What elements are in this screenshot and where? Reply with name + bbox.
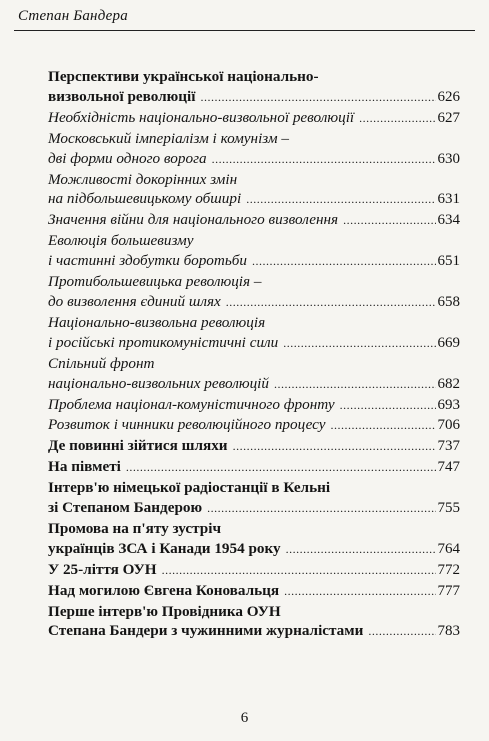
toc-entry-line <box>48 354 460 374</box>
toc-entry-title: Значення війни для національного визволення <box>48 211 339 229</box>
toc-entry-title: Де повинні зійтися шляхи <box>48 437 228 455</box>
dot-leader <box>162 561 436 581</box>
dot-leader <box>286 540 436 560</box>
toc-entry <box>48 436 460 457</box>
toc-entry <box>48 457 460 478</box>
toc-entry-line <box>48 374 460 395</box>
toc-entry-title: визвольної революції <box>48 87 196 105</box>
toc-entry-title: Перше інтерв'ю Провідника ОУН <box>48 602 281 620</box>
toc-entry-title: і російські протикомуністичні сили <box>48 333 279 351</box>
toc-page-number: 747 <box>437 459 460 476</box>
toc-entry-line <box>48 129 460 149</box>
dot-leader <box>252 252 435 272</box>
toc-entry <box>48 560 460 581</box>
toc-page-number: 737 <box>437 438 460 455</box>
toc-entry-line <box>48 333 460 354</box>
page-number: 6 <box>240 710 249 726</box>
dot-leader <box>233 437 436 457</box>
dot-leader <box>343 211 435 231</box>
toc-entry-title: зі Степаном Бандерою <box>48 499 203 517</box>
toc-entry-line <box>48 478 460 498</box>
toc-entry <box>48 478 460 519</box>
toc-entry-line <box>48 313 460 333</box>
dot-leader <box>246 190 435 210</box>
toc-page-number: 706 <box>437 417 460 434</box>
toc-page-number: 634 <box>437 212 460 229</box>
toc-entry-title: українців ЗСА і Канади 1954 року <box>48 539 281 557</box>
toc-entry-title: Протибольшевицька революція – <box>48 273 262 291</box>
toc-entry <box>48 602 460 643</box>
toc-entry-line <box>48 436 460 457</box>
toc-entry-line <box>48 87 460 108</box>
toc-page-number: 631 <box>437 191 460 208</box>
toc-entry-line <box>48 602 460 622</box>
toc-entry-line <box>48 498 460 519</box>
toc-entry-line <box>48 67 460 87</box>
toc-entry-line <box>48 415 460 436</box>
toc-entry-title: Степана Бандери з чужинними журналістами <box>48 622 364 640</box>
running-header: Степан Бандера <box>18 8 128 24</box>
toc-entry-title: Московський імперіалізм і комунізм – <box>48 129 289 147</box>
toc-page-number: 630 <box>437 150 460 167</box>
toc-entry-line <box>48 189 460 210</box>
dot-leader <box>274 375 436 395</box>
toc-entry <box>48 272 460 313</box>
toc-entry-title: На півметі <box>48 458 121 476</box>
toc-entry-line <box>48 210 460 231</box>
dot-leader <box>284 582 435 602</box>
toc-page-number: 783 <box>437 623 460 640</box>
toc-page-number: 682 <box>437 375 460 392</box>
toc-entry-title: Промова на п'яту зустріч <box>48 519 222 537</box>
toc-entry-title: Розвиток і чинники революційного процесу <box>48 416 326 434</box>
toc-page-number: 693 <box>437 396 460 413</box>
toc-entry <box>48 170 460 211</box>
toc-entry-title: Проблема націонал-комуністичного фронту <box>48 395 335 413</box>
dot-leader <box>212 150 436 170</box>
toc-entry-title: Еволюція большевизму <box>48 232 194 250</box>
dot-leader <box>126 458 436 478</box>
dot-leader <box>331 416 436 436</box>
toc-entry-line <box>48 251 460 272</box>
toc-entry-title: Спільний фронт <box>48 354 155 372</box>
toc-page-number: 777 <box>437 582 460 599</box>
toc-entry-title: і частинні здобутки боротьби <box>48 252 248 270</box>
header-rule <box>14 30 475 31</box>
toc-entry-title: У 25-ліття ОУН <box>48 560 157 578</box>
toc-entry <box>48 210 460 231</box>
toc-entry <box>48 231 460 272</box>
toc-page-number: 658 <box>437 293 460 310</box>
toc-page-number: 755 <box>437 500 460 517</box>
toc-page-number: 626 <box>437 88 460 105</box>
toc-entry-title: Необхідність національно-визвольної революції <box>48 108 355 126</box>
toc-entry <box>48 415 460 436</box>
dot-leader <box>359 109 435 129</box>
toc-page-number: 627 <box>437 109 460 126</box>
toc-page-number: 669 <box>437 334 460 351</box>
toc-entry <box>48 313 460 354</box>
toc-entry-line <box>48 149 460 170</box>
toc-entry-line <box>48 581 460 602</box>
toc-entry <box>48 581 460 602</box>
dot-leader <box>340 396 436 416</box>
toc-entry-line <box>48 272 460 292</box>
toc-entry <box>48 67 460 108</box>
toc-entry-line <box>48 621 460 642</box>
toc-entry-title: Перспективи української національно- <box>48 68 319 85</box>
toc-entry <box>48 354 460 395</box>
toc-entry <box>48 395 460 416</box>
toc-entry-line <box>48 170 460 190</box>
toc-entry-line <box>48 457 460 478</box>
dot-leader <box>283 334 435 354</box>
toc-entry-title: Над могилою Євгена Коновальця <box>48 581 280 599</box>
toc-entry-line <box>48 108 460 129</box>
toc-entry-title: Національно-визвольна революція <box>48 313 266 331</box>
toc-entry-line <box>48 519 460 539</box>
toc-entry-title: Інтерв'ю німецької радіостанції в Кельні <box>48 479 331 497</box>
dot-leader <box>226 293 436 313</box>
toc-entry-line <box>48 560 460 581</box>
toc-page-number: 764 <box>437 540 460 557</box>
toc-entry-line <box>48 539 460 560</box>
toc-entry-title: Можливості докорінних змін <box>48 170 238 188</box>
toc-entry <box>48 108 460 129</box>
toc-entry <box>48 129 460 170</box>
dot-leader <box>368 622 435 642</box>
toc-entry-title: на підбольшевицькому обширі <box>48 190 242 208</box>
toc-page-number: 651 <box>437 253 460 270</box>
dot-leader <box>200 88 435 108</box>
toc-page-number: 772 <box>437 561 460 578</box>
toc-entry-line <box>48 231 460 251</box>
dot-leader <box>207 499 435 519</box>
table-of-contents <box>48 67 460 642</box>
toc-entry-title: дві форми одного ворога <box>48 149 207 167</box>
toc-entry-line <box>48 395 460 416</box>
toc-entry-title: до визволення єдиний шлях <box>48 292 221 310</box>
toc-entry-title: національно-визвольних революцій <box>48 374 269 392</box>
toc-entry-line <box>48 292 460 313</box>
toc-entry <box>48 519 460 560</box>
